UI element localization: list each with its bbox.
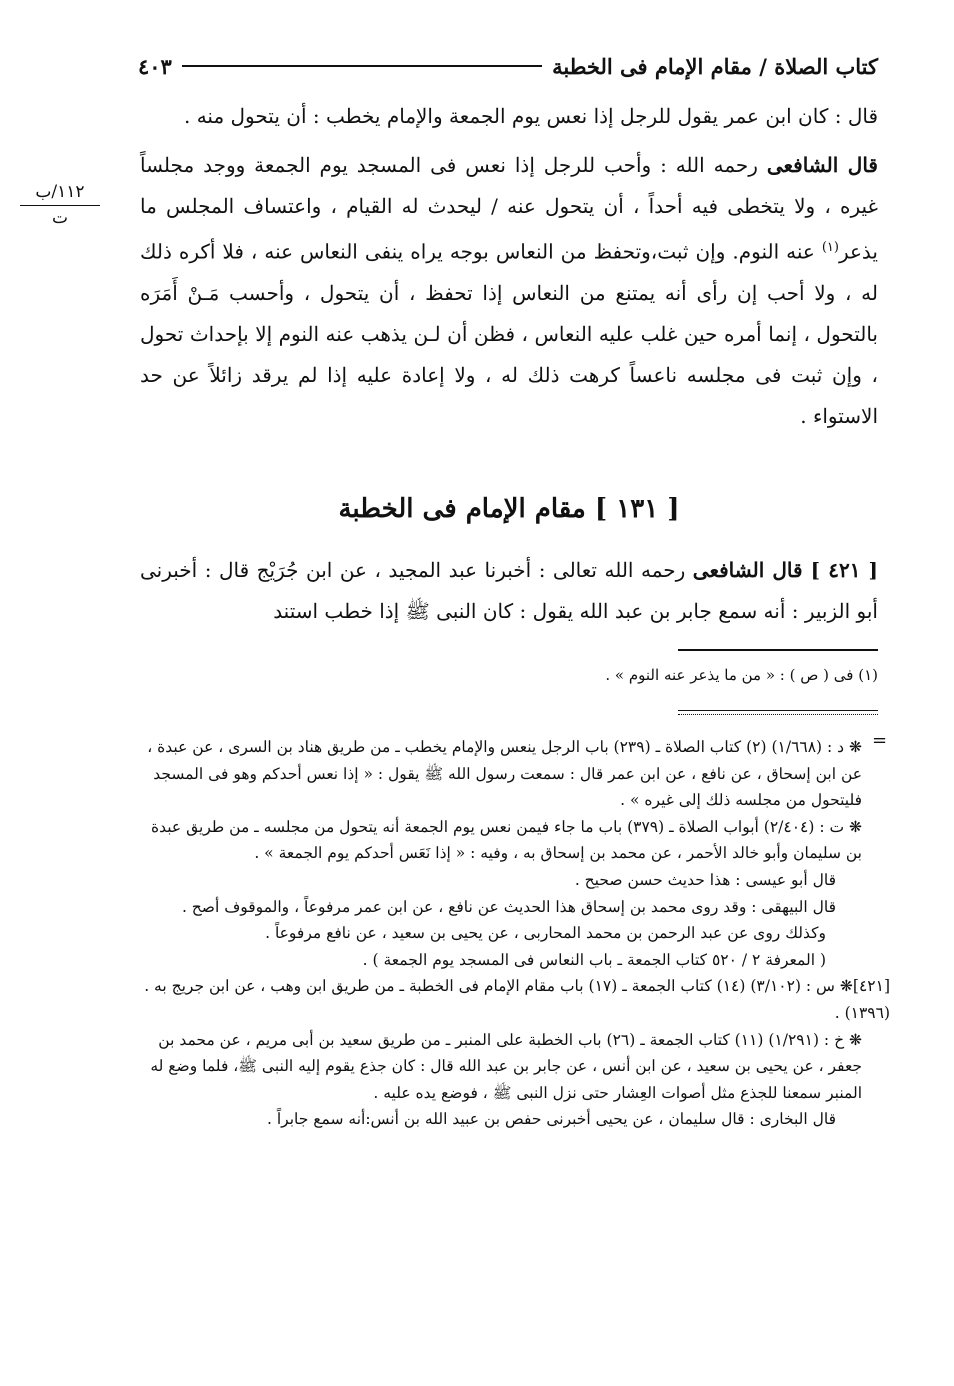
header-rule [182, 65, 542, 67]
paragraph-3-lead: قال الشافعى [692, 558, 811, 582]
paragraph-2-text [140, 145, 878, 437]
paragraph-3-body: رحمه الله تعالى : أخبرنا عبد المجيد ، عن ابن جُرَيْج قال : أخبرنى أبو الزبير : أنه سمع جابر بن عبد الله يقول : كان النبى ﷺ إذا خطب استند [140, 558, 878, 623]
paragraph-1 [140, 96, 878, 137]
manuscript-folio-note [20, 180, 100, 230]
header-title: كتاب الصلاة / مقام الإمام فى الخطبة [552, 53, 878, 79]
paragraph-1-text: قال : كان ابن عمر يقول للرجل إذا نعس يوم الجمعة والإمام يخطب : أن يتحول منه . [183, 104, 878, 128]
folio-siglum: ت [51, 208, 68, 228]
paragraph-3-text [140, 550, 878, 632]
reference-entry: ( المعرفة ٢ / ٥٢٠ كتاب الجمعة ـ باب النعاس فى المسجد يوم الجمعة ) . [362, 950, 826, 969]
section-title: [ ١٣١ ] مقام الإمام فى الخطبة [338, 494, 680, 524]
paragraph-2-lead: قال الشافعى [766, 153, 878, 177]
page-number: ٤٠٣ [138, 53, 172, 79]
reference-entry: قال البيهقى : وقد روى محمد بن إسحاق هذا الحديث عن نافع ، عن ابن عمر مرفوعاً ، والموقوف أصح . [181, 897, 836, 916]
reference-entry: قال البخارى : قال سليمان ، عن يحيى أخبرنى حفص بن عبيد الله بن أنس:أنه سمع جابراً . [267, 1110, 836, 1129]
footnote-marker: (١) [821, 240, 839, 255]
reference-entry: وكذلك روى عن عبد الرحمن بن محمد المحاربى ، عن يحيى بن سعيد ، عن نافع مرفوعاً . [265, 924, 826, 943]
reference-entry: قال أبو عيسى : هذا حديث حسن صحيح . [574, 870, 836, 889]
paragraph-2-body: رحمه الله : وأحب للرجل إذا نعس فى المسجد يوم الجمعة ووجد مجلساً غيره ، ولا يتخطى فيه أحداً ، أن يتحول عنه / ليحدث له القيام ، واعتساف المجلس ما يذعر [140, 153, 878, 264]
footnote-divider [678, 649, 878, 651]
reference-entry: ❋ د : (١/٦٦٨) (٢) كتاب الصلاة ـ (٢٣٩) باب الرجل ينعس والإمام يخطب ـ من طريق هناد بن السرى ، عن عبدة ، عن ابن إسحاق ، عن نافع ، عن ابن عمر قال : سمعت رسول الله ﷺ يقول : « إذا نعس أحدكم وهو فى المسجد فليتحول من مجلسه ذلك إلى غيره » . [147, 738, 862, 810]
references-divider [678, 710, 878, 715]
paragraph-2 [140, 145, 878, 437]
reference-entry: [٤٢١]❋ س : (٣/١٠٢) (١٤) كتاب الجمعة ـ (١٧) باب مقام الإمام فى الخطبة ـ من طريق ابن وهب ، عن ابن جريج به . (١٣٩٦) . [144, 977, 890, 1022]
reference-entry: ❋ ت : (٢/٤٠٤) أبواب الصلاة ـ (٣٧٩) باب ما جاء فيمن نعس يوم الجمعة أنه يتحول من مجلسه ـ من طريق عبدة بن سليمان وأبو خالد الأحمر ، عن محمد بن إسحاق به ، وفيه : « إذا نَعَس أحدكم يوم الجمعة » . [150, 817, 862, 863]
continuation-mark: = [872, 730, 888, 751]
paragraph-2-body-cont: عنه النوم. وإن ثبت،وتحفظ من النعاس بوجه يراه ينفى النعاس عنه ، فلا أكره ذلك له ، ولا أحب إن رأى أنه يمتنع من النعاس إذا تحفظ ، أن يتحول ، وأحسب مَـنْ أَمَرَه بالتحول ، إنما أمره حين غلب عليه النعاس ، فظن أن لـن يذهب عنه النوم إلا بإحداث تحول ، وإن ثبت فى مجلسه ناعساً كرهت ذلك له ، ولا إعادة عليه إذا لم يرقد زائلاً عن حد الاستواء . [140, 239, 878, 428]
footnote: (١) فى ( ص ) : « من ما يذعر عنه النوم » . [605, 666, 878, 684]
references-apparatus [142, 734, 890, 1133]
paragraph-3 [140, 550, 878, 632]
hadith-number: [ ٤٢١ ] [810, 558, 878, 582]
folio-number: ١١٢/ب [20, 180, 100, 206]
running-header [138, 50, 878, 82]
reference-entry: ❋ خ : (١/٢٩١) (١١) كتاب الجمعة ـ (٢٦) باب الخطبة على المنبر ـ من طريق سعيد بن أبى مريم ، عن محمد بن جعفر ، عن يحيى بن سعيد ، عن ابن أنس ، عن جابر بن عبد الله قال : كان جذع يقوم إليه النبى ﷺ، فلما وضع له المنبر سمعنا للجذع مثل أصوات العِشار حتى نزل النبى ﷺ ، فوضع يده عليه . [150, 1030, 862, 1102]
